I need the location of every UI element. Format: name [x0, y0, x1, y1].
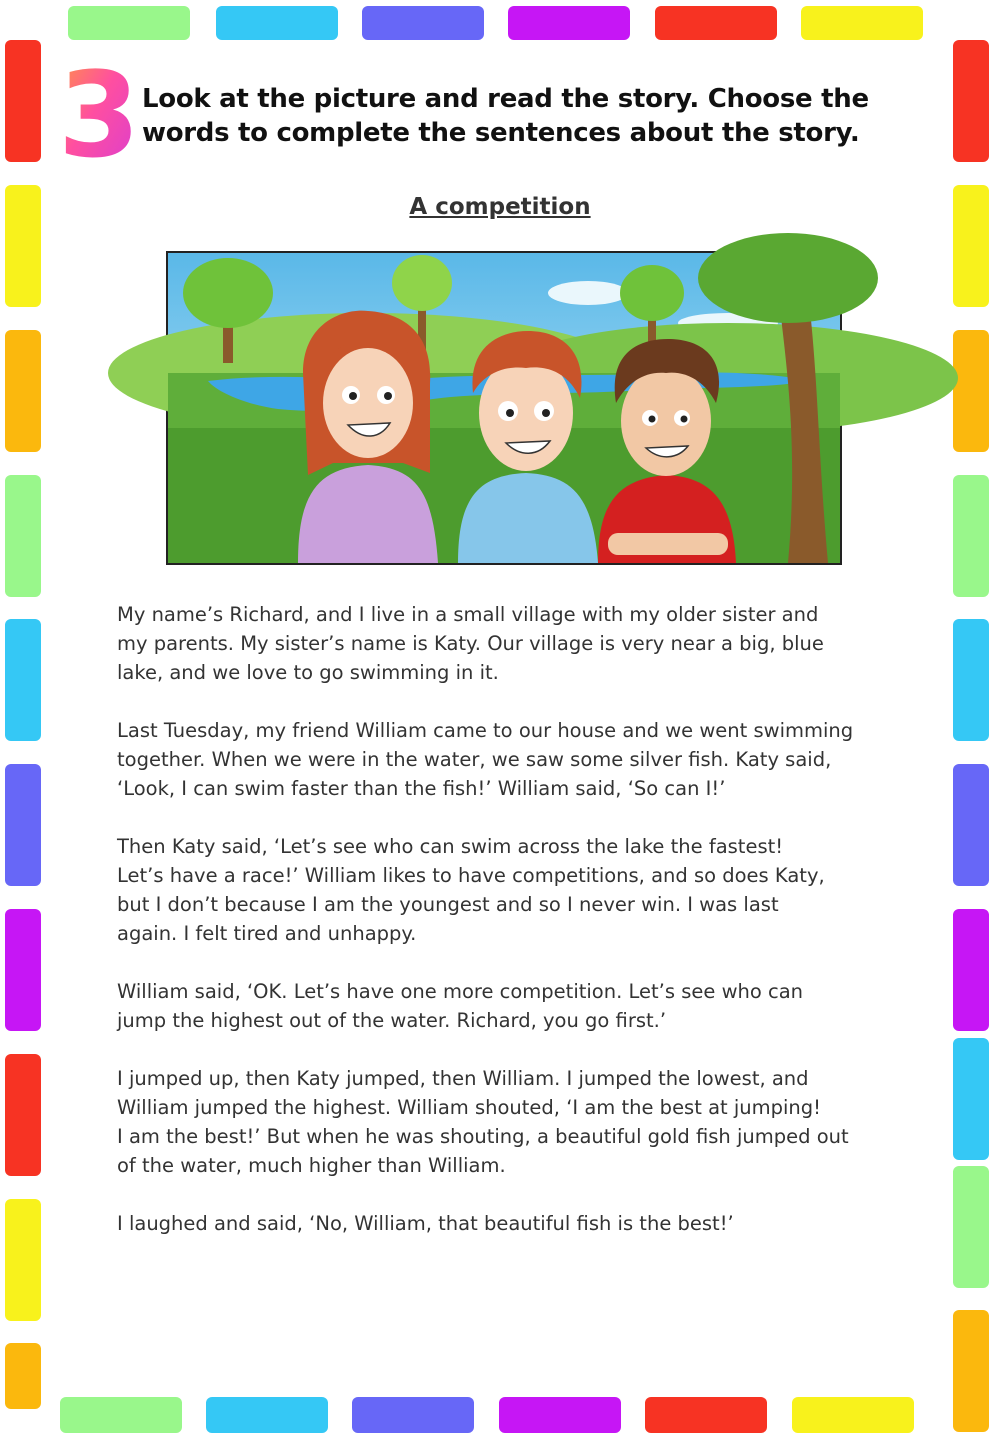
border-bar: [5, 909, 41, 1031]
border-bar: [655, 6, 777, 40]
border-bar: [801, 6, 923, 40]
border-bar: [508, 6, 630, 40]
story-text: [117, 600, 907, 1267]
border-bar: [645, 1397, 767, 1433]
border-bar: [792, 1397, 914, 1433]
border-bar: [499, 1397, 621, 1433]
border-bar: [60, 1397, 182, 1433]
border-bar: [352, 1397, 474, 1433]
story-paragraph: My name’s Richard, and I live in a small village with my older sister and my parents. My sister’s name is Katy. Our village is very near a big, blue lake, and we love to go swimming in it.: [117, 603, 824, 684]
border-bar: [5, 1343, 41, 1409]
border-bar: [953, 909, 989, 1031]
border-bar: [206, 1397, 328, 1433]
border-bar: [953, 40, 989, 162]
border-bar: [5, 1199, 41, 1321]
story-paragraph: William said, ‘OK. Let’s have one more competition. Let’s see who can jump the highest out of the water. Richard, you go first.’: [117, 980, 804, 1032]
border-bar: [5, 330, 41, 452]
story-paragraph: Last Tuesday, my friend William came to our house and we went swimming together. When we were in the water, we saw some silver fish. Katy said, ‘Look, I can swim faster than the fish!’ William said, ‘So can I!’: [117, 719, 854, 800]
border-bar: [953, 1310, 989, 1432]
border-bar: [953, 475, 989, 597]
girl-character: [298, 311, 438, 563]
border-bar: [953, 619, 989, 741]
border-bar: [953, 330, 989, 452]
border-bar: [5, 764, 41, 886]
border-bar: [362, 6, 484, 40]
border-bar: [5, 619, 41, 741]
svg-text:3: 3: [57, 46, 141, 184]
story-paragraph: I laughed and said, ‘No, William, that beautiful fish is the best!’: [117, 1212, 734, 1235]
border-bar: [953, 1166, 989, 1288]
border-bar: [68, 6, 190, 40]
story-paragraph: Then Katy said, ‘Let’s see who can swim across the lake the fastest! Let’s have a race!’ William likes to have competitions, and so does Katy, but I don’t because I am the youngest and so I never win. I was last again. I felt tired and unhappy.: [117, 835, 825, 945]
border-bar: [216, 6, 338, 40]
exercise-number: [57, 46, 141, 184]
story-title: A competition: [409, 194, 591, 220]
border-bar: [5, 475, 41, 597]
border-bar: [953, 1038, 989, 1160]
border-bar: [5, 1054, 41, 1176]
story-illustration: [166, 251, 842, 565]
exercise-instruction: Look at the picture and read the story. Choose the words to complete the sentences about the story.: [142, 84, 869, 148]
story-paragraph: I jumped up, then Katy jumped, then William. I jumped the lowest, and William jumped the highest. William shouted, ‘I am the best at jumping! I am the best!’ But when he was shouting, a beautiful gold fish jumped out of the water, much higher than William.: [117, 1067, 849, 1177]
border-bar: [5, 40, 41, 162]
border-bar: [953, 764, 989, 886]
